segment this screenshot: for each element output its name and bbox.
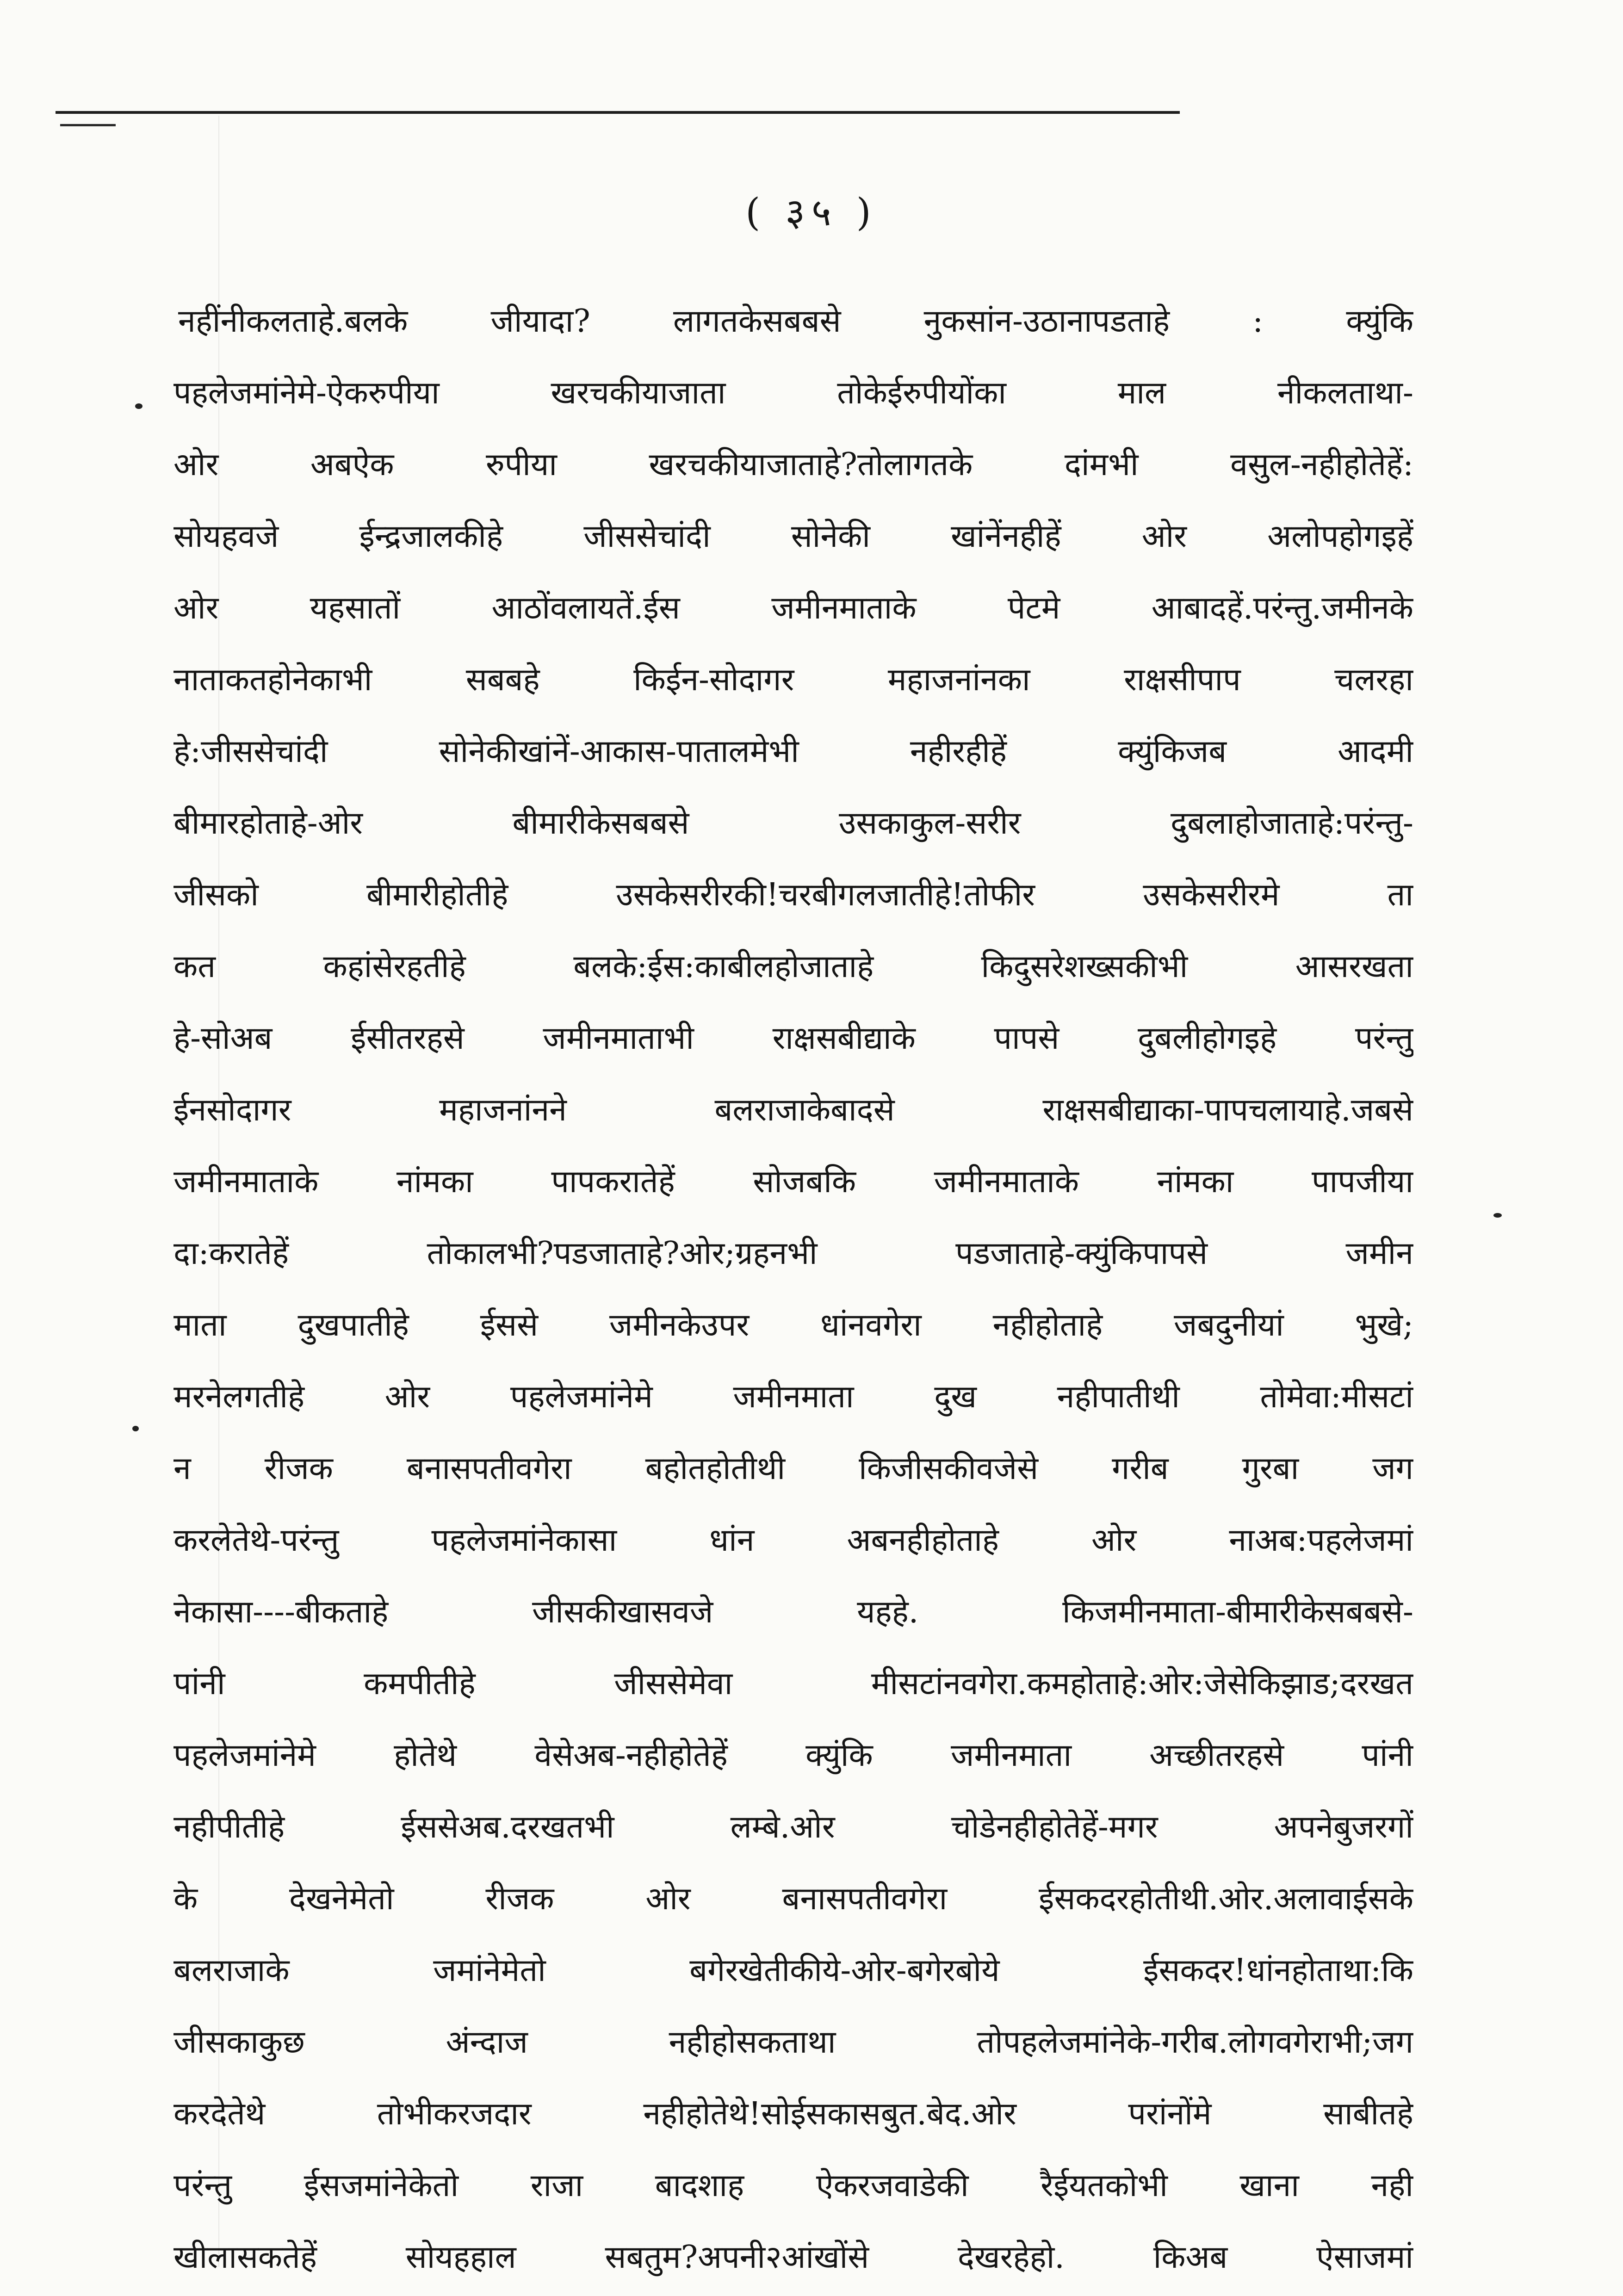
text-line: के देखनेमेतो रीजक ओर बनासपतीवगेरा ईसकदरहोतीथी.ओर.अलावाईसके	[173, 1881, 1413, 1917]
text-line: पहलेजमांनेमे-ऐकरुपीया खरचकीयाजाता तोकेईरुपीयोंका माल नीकलताथा-	[173, 375, 1413, 411]
text-line: माता दुखपातीहे ईससे जमीनकेउपर धांनवगेरा नहीहोताहे जबदुनीयां भुखे;	[173, 1307, 1413, 1343]
text-line: पहलेजमांनेमे होतेथे वेसेअब-नहीहोतेहें क्युंकि जमीनमाता अच्छीतरहसे पांनी	[173, 1737, 1413, 1774]
text-line: कत कहांसेरहतीहे बलके:ईस:काबीलहोजाताहे किदुसरेशख्सकीभी आसरखता	[173, 948, 1413, 985]
text-line: नहीपीतीहे ईससेअब.दरखतभी लम्बे.ओर चोडेनहीहोतेहें-मगर अपनेबुजरगों	[173, 1809, 1413, 1845]
text-line: दा:करातेहें तोकालभी?पडजाताहे?ओर;ग्रहनभी पडजाताहे-क्युंकिपापसे जमीन	[173, 1235, 1413, 1272]
text-line: पांनी कमपीतीहे जीससेमेवा मीसटांनवगेरा.कमहोताहे:ओर:जेसेकिझाड;दरखत	[173, 1665, 1413, 1702]
ink-speck	[132, 1426, 139, 1431]
text-line: खीलासकतेहें सोयहहाल सबतुम?अपनी२आंखोंसे देखरहेहो. किअब ऐसाजमां	[173, 2239, 1413, 2276]
text-line: ईनसोदागर महाजनांनने बलराजाकेबादसे राक्षसबीद्याका-पापचलायाहे.जबसे	[173, 1092, 1413, 1128]
ink-speck	[135, 403, 142, 409]
text-line: न रीजक बनासपतीवगेरा बहोतहोतीथी किजीसकीवजेसे गरीब गुरबा जग	[173, 1450, 1413, 1487]
text-line: ओर अबऐक रुपीया खरचकीयाजाताहे?तोलागतके दांमभी वसुल-नहीहोतेहें:	[173, 446, 1413, 483]
text-line: जीसकाकुछ अंन्दाज नहीहोसकताथा तोपहलेजमांनेके-गरीब.लोगवगेराभी;जग	[173, 2024, 1413, 2061]
text-line: नाताकतहोनेकाभी सबबहे किईन-सोदागर महाजनांनका राक्षसीपाप चलरहा	[173, 662, 1413, 698]
text-line: नहींनीकलताहे.बलके जीयादा? लागतकेसबबसे नुकसांन-उठानापडताहे : क्युंकि	[178, 303, 1413, 340]
text-line: नेकासा----बीकताहे जीसकीखासवजे यहहे. किजमीनमाता-बीमारीकेसबबसे-	[173, 1594, 1413, 1630]
text-line: परंन्तु ईसजमांनेकेतो राजा बादशाह ऐकरजवाडेकी रैईयतकोभी खाना नही	[173, 2167, 1413, 2204]
text-line: बलराजाके जमांनेमेतो बगेरखेतीकीये-ओर-बगेरबोये ईसकदर!धांनहोताथा:कि	[173, 1952, 1413, 1989]
text-line: हे:जीससेचांदी सोनेकीखांनें-आकास-पातालमेभी नहीरहीहें क्युंकिजब आदमी	[173, 733, 1413, 770]
text-line: बीमारहोताहे-ओर बीमारीकेसबबसे उसकाकुल-सरीर दुबलाहोजाताहे:परंन्तु-	[173, 805, 1413, 842]
page-number: ( ३५ )	[745, 191, 878, 235]
text-line: हे-सोअब ईसीतरहसे जमीनमाताभी राक्षसबीद्याके पापसे दुबलीहोगइहे परंन्तु	[173, 1020, 1413, 1057]
text-line: करलेतेथे-परंन्तु पहलेजमांनेकासा धांन अबनहीहोताहे ओर नाअब:पहलेजमां	[173, 1522, 1413, 1559]
text-line: जीसको बीमारीहोतीहे उसकेसरीरकी!चरबीगलजातीहे!तोफीर उसकेसरीरमे ता	[173, 877, 1413, 913]
ink-speck	[1493, 1213, 1502, 1218]
text-line: जमीनमाताके नांमका पापकरातेहें सोजबकि जमीनमाताके नांमका पापजीया	[173, 1163, 1413, 1200]
text-line: ओर यहसातों आठोंवलायतें.ईस जमीनमाताके पेटमे आबादहें.परंन्तु.जमीनके	[173, 590, 1413, 626]
text-line: मरनेलगतीहे ओर पहलेजमांनेमे जमीनमाता दुख नहीपातीथी तोमेवा:मीसटां	[173, 1379, 1413, 1415]
text-line: करदेतेथे तोभीकरजदार नहीहोतेथे!सोईसकासबुत.बेद.ओर परांनोंमे साबीतहे	[173, 2096, 1413, 2132]
text-line: सोयहवजे ईन्द्रजालकीहे जीससेचांदी सोनेकी खांनेंनहीहें ओर अलोपहोगइहें	[173, 518, 1413, 555]
